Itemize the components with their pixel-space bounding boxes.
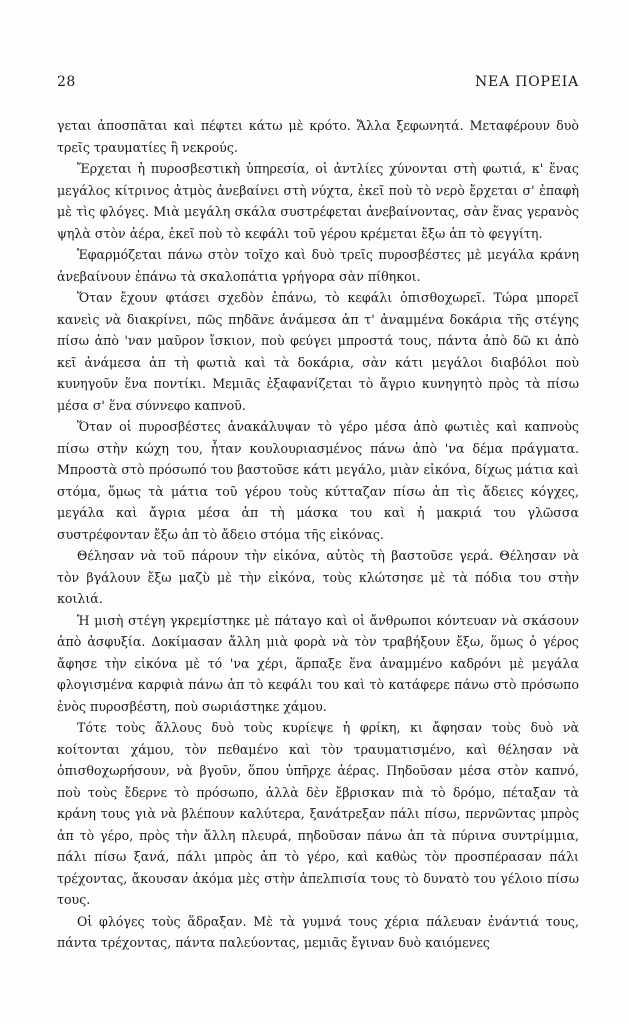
paragraph: Ἡ μισὴ στέγη γκρεμίστηκε μὲ πάταγο καὶ οἱ ἄνθρωποι κόντευαν νὰ σκάσουν ἀπὸ ἀσφυξία. Δοκίμασαν ἄλλη μιὰ φορὰ νὰ τὸν τραβήξουν ἔξω, ὅμως ὁ γέρος ἄφησε τὴν εἰκόνα μὲ τό 'να χέρι, ἅρπαξε ἕνα ἀναμμένο καδρόνι μὲ μεγάλα φλογισμένα καρφιὰ πάνω ἀπ τὸ κεφάλι του καὶ τὸ κατάφερε πάνω στὸ πρόσωπο ἑνὸς πυροσβέστη, ποὺ σωριάστηκε χάμου. bbox=[57, 612, 579, 714]
body-text bbox=[57, 115, 579, 954]
paragraph: Τότε τοὺς ἄλλους δυὸ τοὺς κυρίεψε ἡ φρίκη, κι ἄφησαν τοὺς δυὸ νὰ κοίτονται χάμου, τὸν πεθαμένο καὶ τὸν τραυματισμένο, καὶ θέλησαν νὰ ὀπισθοχωρήσουν, νὰ βγοῦν, ὅπου ὑπῆρχε ἀέρας. Πηδοῦσαν μέσα στὸν καπνό, ποὺ τοὺς ἔδερνε τὸ πρόσωπο, ἀλλὰ δὲν ἔβρισκαν πιὰ τὸ δρόμο, πέταξαν τὰ κράνη τους γιὰ νὰ βλέπουν καλύτερα, ξανάτρεξαν πάλι πίσω, περνῶντας μπρὸς ἀπ τὸ γέρο, πρὸς τὴν ἄλλη πλευρά, πηδοῦσαν πάνω ἀπ τὰ πύρινα συντρίμμια, πάλι πίσω ξανά, πάλι μπρὸς ἀπ τὸ γέρο, καὶ καθὼς τὸν προσπέρασαν πάλι τρέχοντας, ἄκουσαν ἀκόμα μὲς στὴν ἀπελπισία τους τὸ δυνατὸ του γέλοιο πίσω τους. bbox=[57, 720, 579, 907]
paragraph: Ἐφαρμόζεται πάνω στὸν τοῖχο καὶ δυὸ τρεῖς πυροσβέστες μὲ μεγάλα κράνη ἀνεβαίνουν ἐπάνω τὰ σκαλοπάτια γρήγορα σὰν πίθηκοι. bbox=[57, 247, 579, 284]
paragraph: Ὅταν ἔχουν φτάσει σχεδὸν ἐπάνω, τὸ κεφάλι ὀπισθοχωρεῖ. Τώρα μπορεῖ κανεὶς νὰ διακρίνει, πῶς πηδᾶνε ἀνάμεσα ἀπ τ' ἀναμμένα δοκάρια τῆς στέγης πίσω ἀπὸ 'ναν μαῦρον ἴσκιον, ποὺ φεύγει μπροστά τους, πάντα ἀπὸ δῶ κι ἀπὸ κεῖ ἀνάμεσα ἀπ τὴ φωτιὰ καὶ τὰ δοκάρια, σὰν κάτι μεγάλοι διαβόλοι ποὺ κυνηγοῦν ἕνα ποντίκι. Μεμιᾶς ἐξαφανίζεται τὸ ἄγριο κυνηγητὸ πρὸς τὰ πίσω μέσα σ' ἕνα σύννεφο καπνοῦ. bbox=[57, 290, 579, 413]
paragraph: Ὅταν οἱ πυροσβέστες ἀνακάλυψαν τὸ γέρο μέσα ἀπὸ φωτιὲς καὶ καπνοὺς πίσω στὴν κώχη του, ἦταν κουλουριασμένος πάνω ἀπὸ 'να δέμα πράγματα. Μπροστὰ στὸ πρόσωπό του βαστοῦσε κάτι μεγάλο, μιὰν εἰκόνα, δίχως μάτια καὶ στόμα, ὅμως τὰ μάτια τοῦ γέρου τοὺς κύτταζαν πίσω ἀπ τὶς ἄδειες κόγχες, μεγάλα καὶ ἄγρια μέσα ἀπ τὴ μάσκα του καὶ ἡ μακριά του γλῶσσα συστρέφονταν ἔξω ἀπ τὸ ἄδειο στόμα τῆς εἰκόνας. bbox=[57, 419, 579, 542]
paragraph: Θέλησαν νὰ τοῦ πάρουν τὴν εἰκόνα, αὐτὸς τὴ βαστοῦσε γερά. Θέλησαν νὰ τὸν βγάλουν ἔξω μαζὺ μὲ τὴν εἰκόνα, τοὺς κλώτσησε μὲ τὰ πόδια του στὴν κοιλιά. bbox=[57, 548, 579, 606]
paragraph: Ἔρχεται ἡ πυροσβεστικὴ ὑπηρεσία, οἱ ἀντλίες χύνονται στὴ φωτιά, κ' ἕνας μεγάλος κίτρινος ἀτμὸς ἀνεβαίνει στὴ νύχτα, ἐκεῖ ποὺ τὸ νερὸ ἔρχεται σ' ἐπαφὴ μὲ τὶς φλόγες. Μιὰ μεγάλη σκάλα συστρέφεται ἀνεβαίνοντας, σὰν ἕνας γερανὸς ψηλὰ στὸν ἀέρα, ἐκεῖ ποὺ τὸ κεφάλι τοῦ γέρου κρέμεται ἔξω ἀπ τὸ φεγγίτη. bbox=[57, 161, 579, 241]
running-title: ΝΕΑ ΠΟΡΕΙΑ bbox=[475, 74, 579, 90]
paragraph: γεται ἀποσπᾶται καὶ πέφτει κάτω μὲ κρότο. Ἄλλα ξεφωνητά. Μεταφέρουν δυὸ τρεῖς τραυματίες ἢ νεκρούς. bbox=[57, 118, 579, 155]
running-head bbox=[57, 74, 579, 96]
paragraph: Οἱ φλόγες τοὺς ἅδραξαν. Μὲ τὰ γυμνά τους χέρια πάλευαν ἐνάντιά τους, πάντα τρέχοντας, πάντα παλεύοντας, μεμιᾶς ἔγιναν δυὸ καιόμενες bbox=[57, 913, 579, 950]
page-number: 28 bbox=[57, 74, 76, 90]
